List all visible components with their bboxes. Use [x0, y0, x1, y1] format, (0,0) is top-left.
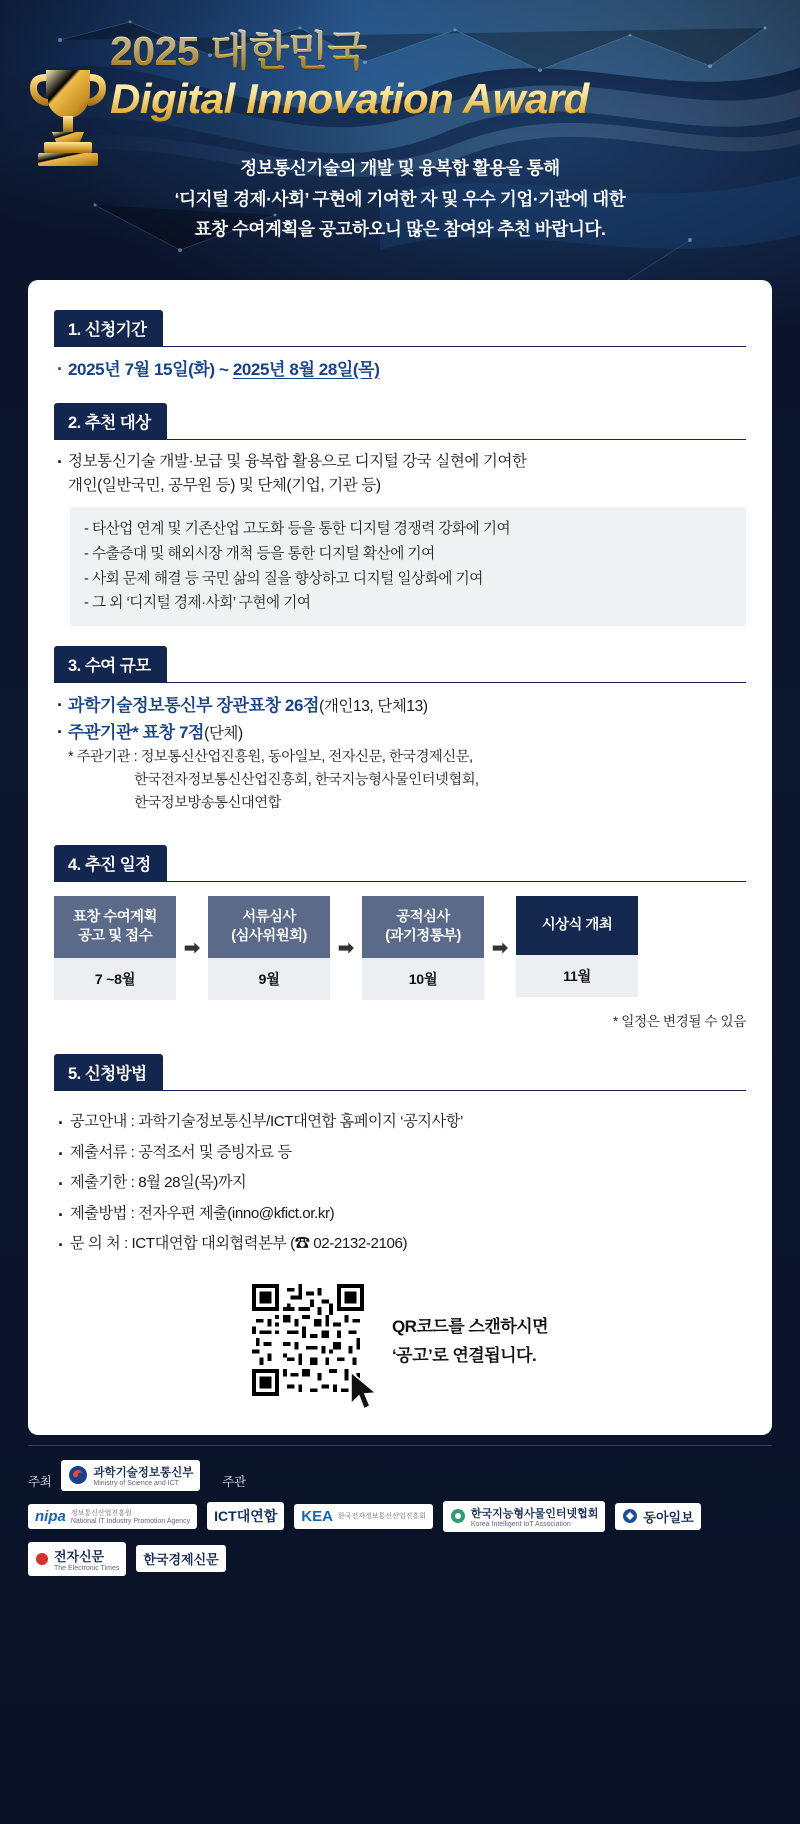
scale-item-2-highlight: 주관기관* 표창 7점 [68, 722, 205, 742]
section-target-heading: 2. 추천 대상 [54, 403, 167, 439]
organizer-chip-etnews [28, 1542, 126, 1576]
target-detail-item: - 타산업 연계 및 기존산업 고도화 등을 통한 디지털 경쟁력 강화에 기여 [84, 521, 511, 538]
target-main-line2: 개인(일반국민, 공무원 등) 및 단체(기업, 기관 등) [68, 477, 381, 495]
host-org-name [93, 1464, 193, 1487]
host-org-ko: 과학기술정보통신부 [93, 1466, 194, 1479]
qr-block [54, 1284, 746, 1401]
etnews-logo-icon [35, 1552, 49, 1566]
footer-organizer-label: 주관 [222, 1474, 246, 1489]
organizer-chip-hankyung [136, 1545, 225, 1572]
organizer-etnews-name-wrap [54, 1546, 119, 1572]
apply-item: · 제출기한 : 8월 28일(목)까지 [54, 1168, 746, 1198]
organizer-kiot-name: 한국지능형사물인터넷협회 [470, 1507, 599, 1520]
footer-host-label: 주최 [28, 1474, 52, 1489]
schedule-note: * 일정은 변경될 수 있음 [613, 1014, 746, 1030]
schedule-step-2 [208, 896, 330, 1001]
organizer-kiot-sub: Korea Intelligent IoT Association [470, 1520, 571, 1528]
target-detail-item: - 그 외 ‘디지털 경제·사회’ 구현에 기여 [84, 595, 311, 612]
footer-host-org [61, 1460, 200, 1491]
poster-footer [28, 1445, 772, 1576]
section-apply-rule [54, 1090, 746, 1091]
organizer-chip-kiot [443, 1501, 606, 1532]
poster-subtitle [0, 153, 800, 243]
schedule-step-4-title [516, 896, 638, 955]
poster-title-line1: 2025 대한민국 [110, 28, 800, 75]
subtitle-line-1: 정보통신기술의 개발 및 융복합 활용을 통해 [240, 158, 560, 179]
scale-item-1-rest: (개인13, 단체13) [319, 698, 428, 716]
section-scale [54, 646, 746, 814]
target-detail-box [70, 507, 746, 626]
section-period [54, 310, 746, 383]
title-block [0, 28, 800, 123]
donga-logo-icon [622, 1508, 638, 1524]
schedule-step-3-title-line1: 공적심사 [396, 908, 450, 925]
organizer-chip-ict [207, 1502, 284, 1530]
arrow-right-icon: ➡ [338, 937, 354, 959]
section-period-rule [54, 346, 746, 347]
section-scale-heading: 3. 수여 규모 [54, 646, 167, 682]
apply-item: · 문 의 처 : ICT대연합 대외협력본부 (☎ 02-2132-2106) [54, 1229, 746, 1259]
arrow-right-icon: ➡ [492, 937, 508, 959]
apply-item: · 제출서류 : 공적조서 및 증빙자료 등 [54, 1138, 746, 1168]
apply-item: · 제출방법 : 전자우편 제출(inno@kfict.or.kr) [54, 1199, 746, 1229]
schedule-step-1 [54, 896, 176, 1001]
schedule-step-1-title-line2: 공고 및 접수 [77, 928, 152, 945]
organizer-kea-name: KEA [301, 1507, 333, 1525]
schedule-step-4-period: 11월 [516, 955, 638, 997]
schedule-step-2-title [208, 896, 330, 959]
scale-item-1-highlight: 과학기술정보통신부 장관표창 26점 [68, 696, 320, 716]
organizer-etnews-sub: The Electronic Times [54, 1564, 120, 1572]
target-main-line1: · 정보통신기술 개발·보급 및 융복합 활용으로 디지털 강국 실현에 기여한 [68, 453, 527, 471]
schedule-step-3-period: 10월 [362, 958, 484, 1000]
scale-item-1 [54, 693, 746, 719]
organizer-ict-name: ICT대연합 [214, 1508, 278, 1524]
target-main [54, 450, 746, 498]
schedule-step-1-title [54, 896, 176, 959]
scale-item-2 [54, 720, 746, 746]
mouse-cursor-icon [348, 1370, 382, 1412]
host-chip [61, 1460, 200, 1491]
subtitle-line-3: 표창 수여계획을 공고하오니 많은 참여와 추천 바랍니다. [194, 218, 606, 239]
scale-note-line1: * 주관기관 : 정보통신산업진흥원, 동아일보, 전자신문, 한국경제신문, [68, 748, 473, 765]
korea-government-emblem-icon [68, 1465, 88, 1485]
organizer-nipa-sub-en: National IT Industry Promotion Agency [70, 1517, 191, 1525]
section-apply-heading: 5. 신청방법 [54, 1054, 163, 1090]
scale-note-line3: 한국정보방송통신대연합 [134, 794, 281, 811]
section-apply [54, 1054, 746, 1259]
section-schedule-rule [54, 881, 746, 882]
scale-item-2-rest: (단체) [204, 724, 243, 742]
section-target [54, 403, 746, 626]
schedule-step-3-title [362, 896, 484, 959]
section-target-rule [54, 439, 746, 440]
target-detail-item: - 사회 문제 해결 등 국민 삶의 질을 향상하고 디지털 일상화에 기여 [84, 570, 483, 587]
schedule-flow [54, 896, 746, 1001]
section-period-heading: 1. 신청기간 [54, 310, 163, 346]
organizer-nipa-name: nipa [35, 1507, 66, 1525]
schedule-step-2-period: 9월 [208, 958, 330, 1000]
organizer-etnews-name: 전자신문 [54, 1548, 105, 1564]
organizer-chip-donga [615, 1503, 700, 1530]
section-schedule [54, 845, 746, 1031]
target-detail-item: - 수출증대 및 해외시장 개척 등을 통한 디지털 확산에 기여 [84, 545, 435, 562]
organizer-kea-sub: 한국전자정보통신산업진흥회 [337, 1513, 426, 1520]
apply-item: · 공고안내 : 과학기술정보통신부/ICT대연합 홈페이지 ‘공지사항’ [54, 1107, 746, 1137]
period-end: 2025년 8월 28일(목) [232, 359, 380, 379]
trophy-icon [22, 56, 114, 174]
schedule-step-4 [516, 896, 638, 1001]
organizer-nipa-sub-ko: 정보통신산업진흥원 [70, 1509, 132, 1517]
organizer-donga-name: 동아일보 [643, 1509, 694, 1525]
schedule-step-3-title-line2: (과기정통부) [385, 928, 461, 945]
content-card [28, 280, 772, 1435]
host-org-en: Ministry of Science and ICT [93, 1479, 179, 1487]
qr-caption [392, 1313, 548, 1371]
organizer-hankyung-name: 한국경제신문 [143, 1552, 219, 1567]
scale-note-line2: 한국전자정보통신산업진흥회, 한국지능형사물인터넷협회, [134, 771, 479, 788]
period-value [54, 357, 746, 383]
section-scale-rule [54, 682, 746, 683]
schedule-step-1-period: 7 ~8월 [54, 958, 176, 1000]
footer-organizer-list [28, 1501, 772, 1576]
section-schedule-heading: 4. 추진 일정 [54, 845, 167, 881]
period-start: 2025년 7월 15일(화) ~ [68, 359, 233, 379]
poster-header [0, 0, 800, 244]
schedule-step-2-title-line2: (심사위원회) [231, 928, 307, 945]
qr-caption-line1: QR코드를 스캔하시면 [391, 1317, 549, 1337]
organizer-nipa-sub [71, 1508, 190, 1525]
poster-title-line2: Digital Innovation Award [110, 75, 800, 123]
schedule-step-2-title-line1: 서류심사 [242, 908, 296, 925]
schedule-step-3 [362, 896, 484, 1001]
schedule-step-4-title-line1: 시상식 개최 [541, 916, 613, 933]
organizer-chip-nipa [28, 1504, 197, 1529]
organizer-kiot-name-wrap [471, 1505, 599, 1528]
arrow-right-icon: ➡ [184, 937, 200, 959]
schedule-step-1-title-line1: 표창 수여계획 [73, 908, 157, 925]
subtitle-line-2: ‘디지털 경제·사회’ 구현에 기여한 자 및 우수 기업·기관에 대한 [174, 188, 626, 209]
qr-caption-line2: ‘공고’로 연결됩니다. [391, 1346, 537, 1365]
organizer-chip-kea [294, 1504, 433, 1529]
kiot-logo-icon [450, 1508, 466, 1524]
